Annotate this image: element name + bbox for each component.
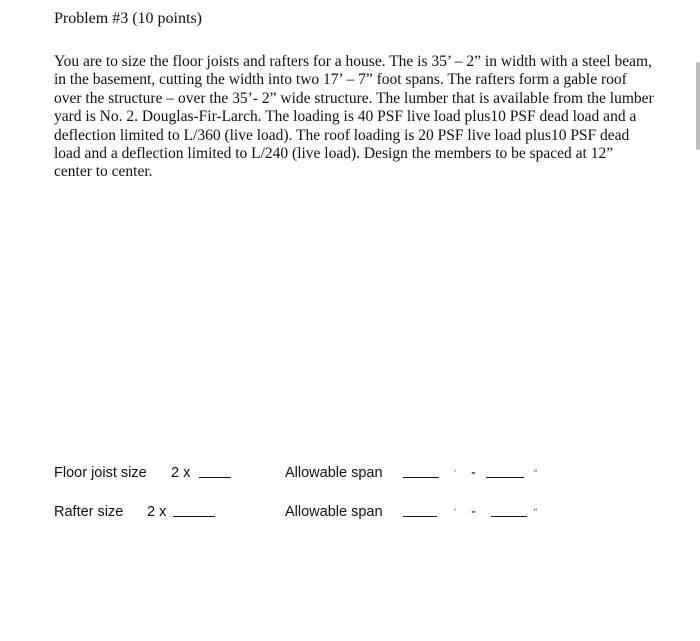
floor-joist-span-feet-blank[interactable] <box>403 464 439 478</box>
rafter-dim-prefix: 2 x <box>147 504 167 520</box>
floor-joist-span-label: Allowable span <box>285 465 383 481</box>
floor-joist-size-label: Floor joist size <box>54 465 147 481</box>
rafter-span-label: Allowable span <box>285 504 383 520</box>
floor-joist-feet-mark: ‘ <box>454 468 456 478</box>
problem-title: Problem #3 (10 points) <box>54 10 202 27</box>
problem-statement: You are to size the floor joists and rafters for a house. The is 35’ – 2” in width with a steel beam, in the basement, cutting the width into two 17’ – 7” foot spans. The rafters form a gable roof over the structure – over the 35’- 2” wide structure. The lumber that is available from the lumber yard is No. 2. Douglas-Fir-Larch. The loading is 40 PSF live load plus10 PSF dead load and a deflection limited to L/360 (live load). The roof loading is 20 PSF live load plus10 PSF dead load and a deflection limited to L/240 (live load). Design the members to be spaced at 12” center to center. <box>54 53 654 181</box>
rafter-inch-mark: “ <box>534 507 537 517</box>
floor-joist-inch-mark: “ <box>534 468 537 478</box>
floor-joist-span-inches-blank[interactable] <box>486 464 524 478</box>
rafter-span-inches-blank[interactable] <box>491 503 527 517</box>
vertical-scrollbar[interactable] <box>696 62 700 150</box>
rafter-span-feet-blank[interactable] <box>403 503 437 517</box>
rafter-size-blank[interactable] <box>173 503 215 517</box>
rafter-feet-mark: ‘ <box>454 507 456 517</box>
floor-joist-span-dash: - <box>471 465 476 481</box>
floor-joist-size-blank[interactable] <box>199 464 231 478</box>
rafter-span-dash: - <box>471 504 476 520</box>
floor-joist-dim-prefix: 2 x <box>171 465 191 481</box>
rafter-size-label: Rafter size <box>54 504 124 520</box>
